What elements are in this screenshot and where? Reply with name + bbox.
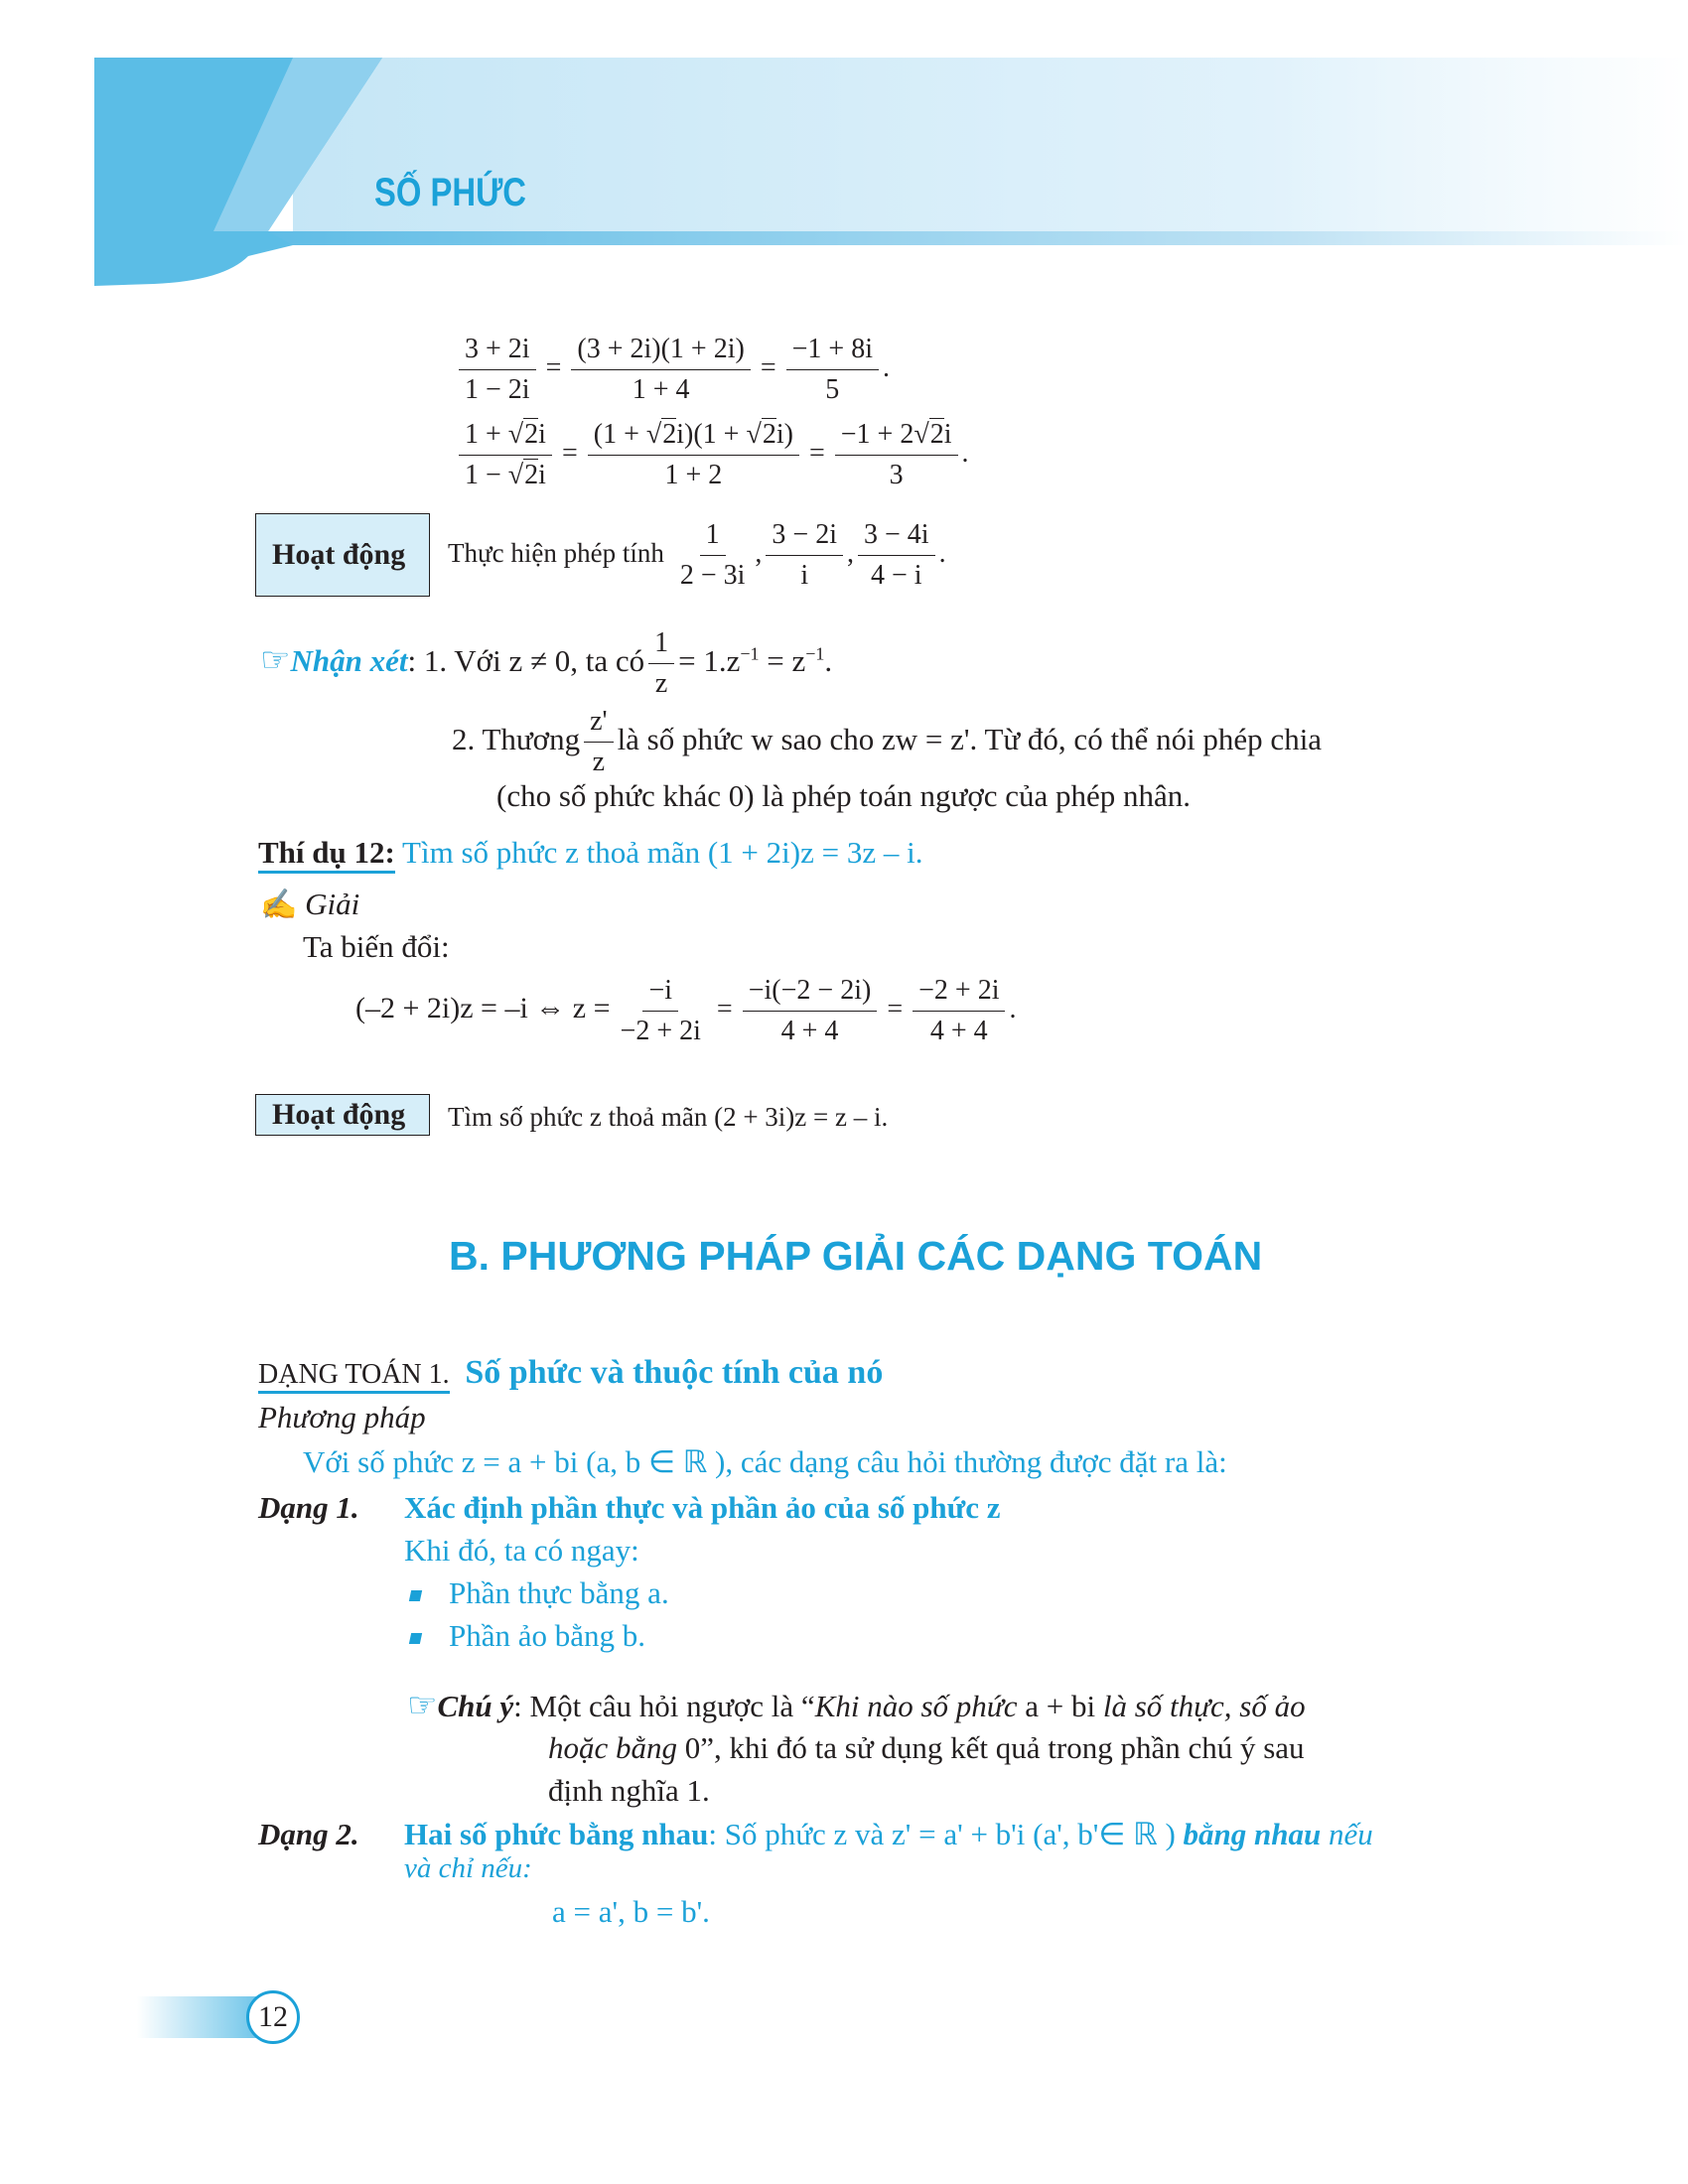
type-1-line-1: Khi đó, ta có ngay:	[404, 1533, 639, 1568]
section-heading: B. PHƯƠNG PHÁP GIẢI CÁC DẠNG TOÁN	[449, 1233, 1263, 1279]
type-2-line-1: Hai số phức bằng nhau: Số phức z và z' = a' + b'i (a', b'∈ ℝ ) bằng nhau nếu	[404, 1817, 1373, 1851]
problem-type-heading: DẠNG TOÁN 1. Số phức và thuộc tính của nó	[258, 1356, 883, 1390]
bullet-icon	[409, 1633, 422, 1644]
activity-1-content: Thực hiện phép tính $\frac{1}{2 - 3i}$ , $\frac{3 - 2i}{i}$ , $\frac{3 - 4i}{4 - i}$ .	[448, 519, 946, 591]
fraction: $\frac{-2 + 2i}{4 + 4}$	[913, 976, 1005, 1047]
fraction: $\frac{-i}{-2 + 2i}$	[620, 975, 701, 1046]
remark-label: Nhận xét	[290, 642, 408, 678]
solution-equation: (–2 + 2i)z = –i ⇔ z = $\frac{-i}{-2 + 2i}$ = $\frac{-i(-2 - 2i)}{4 + 4}$ = $\frac{-2 + 2i}{4 + 4}$ .	[355, 975, 1017, 1046]
chapter-title: SỐ PHỨC	[374, 171, 526, 214]
fraction: $\frac{-1 + 2√2i}{3}$	[835, 420, 958, 491]
page-number: 12	[246, 1990, 300, 2044]
pointing-hand-icon: ☞	[260, 641, 291, 679]
fraction: $\frac{3 + 2i}{1 - 2i}$	[459, 335, 536, 406]
equation-2: $\frac{1 + √2i}{1 - √2i}$ = $\frac{(1 + √2i)(1 + √2i)}{1 + 2}$ = $\frac{-1 + 2√2i}{3}$ .	[455, 420, 969, 491]
fraction: $\frac{3 - 2i}{i}$	[766, 520, 843, 592]
remark-line-1: ☞Nhận xét: 1. Với z ≠ 0, ta có $\frac{1}{z}$ = $1.z^{-1} = z^{-1}$.	[260, 627, 833, 699]
equation-1: $\frac{3 + 2i}{1 - 2i}$ = $\frac{(3 + 2i)(1 + 2i)}{1 + 4}$ = $\frac{-1 + 8i}{5}$ .	[455, 335, 890, 406]
type-2-label: Dạng 2.	[258, 1817, 359, 1851]
fraction: $\frac{1 + √2i}{1 - √2i}$	[459, 420, 552, 491]
type-1-title: Xác định phần thực và phần ảo của số phức z	[404, 1490, 1001, 1525]
fraction: $\frac{z'}{z}$	[584, 707, 613, 778]
bullet-icon	[409, 1590, 422, 1601]
activity-box-2: Hoạt động	[255, 1094, 430, 1136]
activity-box-1: Hoạt động	[255, 513, 430, 597]
method-label: Phương pháp	[258, 1400, 426, 1434]
activity-2-text: Tìm số phức z thoả mãn (2 + 3i)z = z – i.	[448, 1102, 889, 1132]
header-banner	[94, 58, 1688, 286]
fraction: $\frac{1}{2 - 3i}$	[679, 519, 746, 591]
remark-item-2-line-2: (cho số phức khác 0) là phép toán ngược của phép nhân.	[496, 778, 1192, 813]
fraction: $\frac{(3 + 2i)(1 + 2i)}{1 + 4}$	[571, 335, 750, 406]
example-label: Thí dụ 12:	[258, 835, 395, 874]
type-2-condition: a = a', b = b'.	[552, 1894, 710, 1929]
solution-line-1: Ta biến đổi:	[303, 929, 450, 964]
type-1-label: Dạng 1.	[258, 1490, 359, 1525]
fraction: $\frac{1}{z}$	[648, 628, 674, 700]
example-12: Thí dụ 12: Tìm số phức z thoả mãn (1 + 2i)z = 3z – i.	[258, 837, 922, 868]
remark-item-2: 2. Thương $\frac{z'}{z}$ là số phức w sao cho zw = z'. Từ đó, có thể nói phép chia	[452, 706, 1323, 777]
fraction: $\frac{-1 + 8i}{5}$	[786, 335, 879, 406]
list-item: Phần thực bằng a.	[410, 1577, 669, 1608]
pencil-icon: ✍	[260, 888, 298, 921]
list-item: Phần ảo bằng b.	[410, 1620, 645, 1651]
fraction: $\frac{3 - 4i}{4 - i}$	[858, 520, 935, 592]
type-2-line-2: và chỉ nếu:	[404, 1852, 532, 1884]
note-line-1: ☞Chú ý: Một câu hỏi ngược là “Khi nào số phức a + bi là số thực, số ảo	[407, 1688, 1306, 1724]
fraction: $\frac{(1 + √2i)(1 + √2i)}{1 + 2}$	[588, 420, 799, 491]
note-line-3: định nghĩa 1.	[548, 1773, 710, 1808]
pointing-hand-icon: ☞	[407, 1688, 438, 1724]
solution-heading: ✍ Giải	[260, 887, 360, 921]
fraction: $\frac{-i(-2 - 2i)}{4 + 4}$	[743, 976, 878, 1047]
method-intro: Với số phức z = a + bi (a, b ∈ ℝ ), các dạng câu hỏi thường được đặt ra là:	[303, 1444, 1227, 1479]
note-line-2: hoặc bằng 0”, khi đó ta sử dụng kết quả trong phần chú ý sau	[548, 1730, 1305, 1765]
